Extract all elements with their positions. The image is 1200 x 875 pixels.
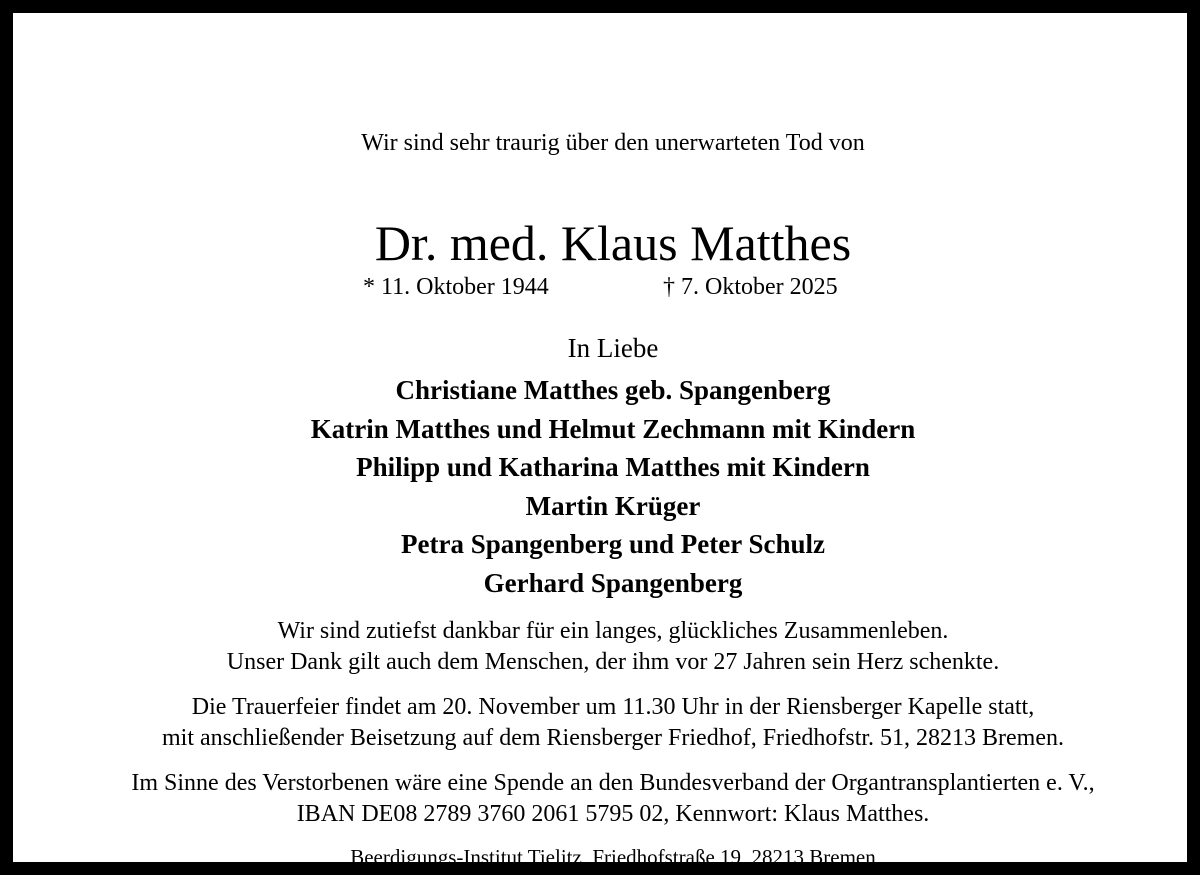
- intro-text: Wir sind sehr traurig über den unerwarteten Tod von: [361, 130, 865, 156]
- in-love-heading: In Liebe: [567, 333, 659, 363]
- death-date: † 7. Oktober 2025: [663, 274, 838, 300]
- gratitude-paragraph: [13, 616, 1200, 678]
- donation-paragraph: [13, 768, 1200, 830]
- ceremony-line: Die Trauerfeier findet am 20. November um 11.30 Uhr in der Riensberger Kapelle statt,: [191, 694, 1035, 720]
- gratitude-line: Wir sind zutiefst dankbar für ein langes, glückliches Zusammenleben.: [277, 618, 949, 644]
- mourner-line: Gerhard Spangenberg: [483, 567, 743, 598]
- gratitude-line: Unser Dank gilt auch dem Menschen, der ihm vor 27 Jahren sein Herz schenkte.: [226, 649, 1000, 675]
- mourner-line: Christiane Matthes geb. Spangenberg: [395, 375, 831, 405]
- funeral-home-line: Beerdigungs-Institut Tielitz, Friedhofstraße 19, 28213 Bremen: [350, 845, 876, 869]
- donation-line: IBAN DE08 2789 3760 2061 5795 02, Kennwort: Klaus Matthes.: [296, 801, 930, 827]
- mourner-line: Petra Spangenberg und Peter Schulz: [401, 529, 825, 560]
- mourners-list: [13, 371, 1200, 603]
- birth-date: * 11. Oktober 1944: [363, 274, 549, 300]
- deceased-name: Dr. med. Klaus Matthes: [374, 215, 852, 271]
- mourner-line: Philipp und Katharina Matthes mit Kindern: [356, 452, 870, 483]
- donation-line: Im Sinne des Verstorbenen wäre eine Spende an den Bundesverband der Organtransplantierten e. V.,: [131, 770, 1095, 796]
- mourner-line: Katrin Matthes und Helmut Zechmann mit Kindern: [310, 413, 916, 444]
- ceremony-line: mit anschließender Beisetzung auf dem Riensberger Friedhof, Friedhofstr. 51, 28213 Bremen.: [161, 725, 1064, 751]
- ceremony-paragraph: [13, 692, 1200, 754]
- life-dates: [13, 275, 1200, 303]
- mourner-line: Martin Krüger: [525, 490, 701, 521]
